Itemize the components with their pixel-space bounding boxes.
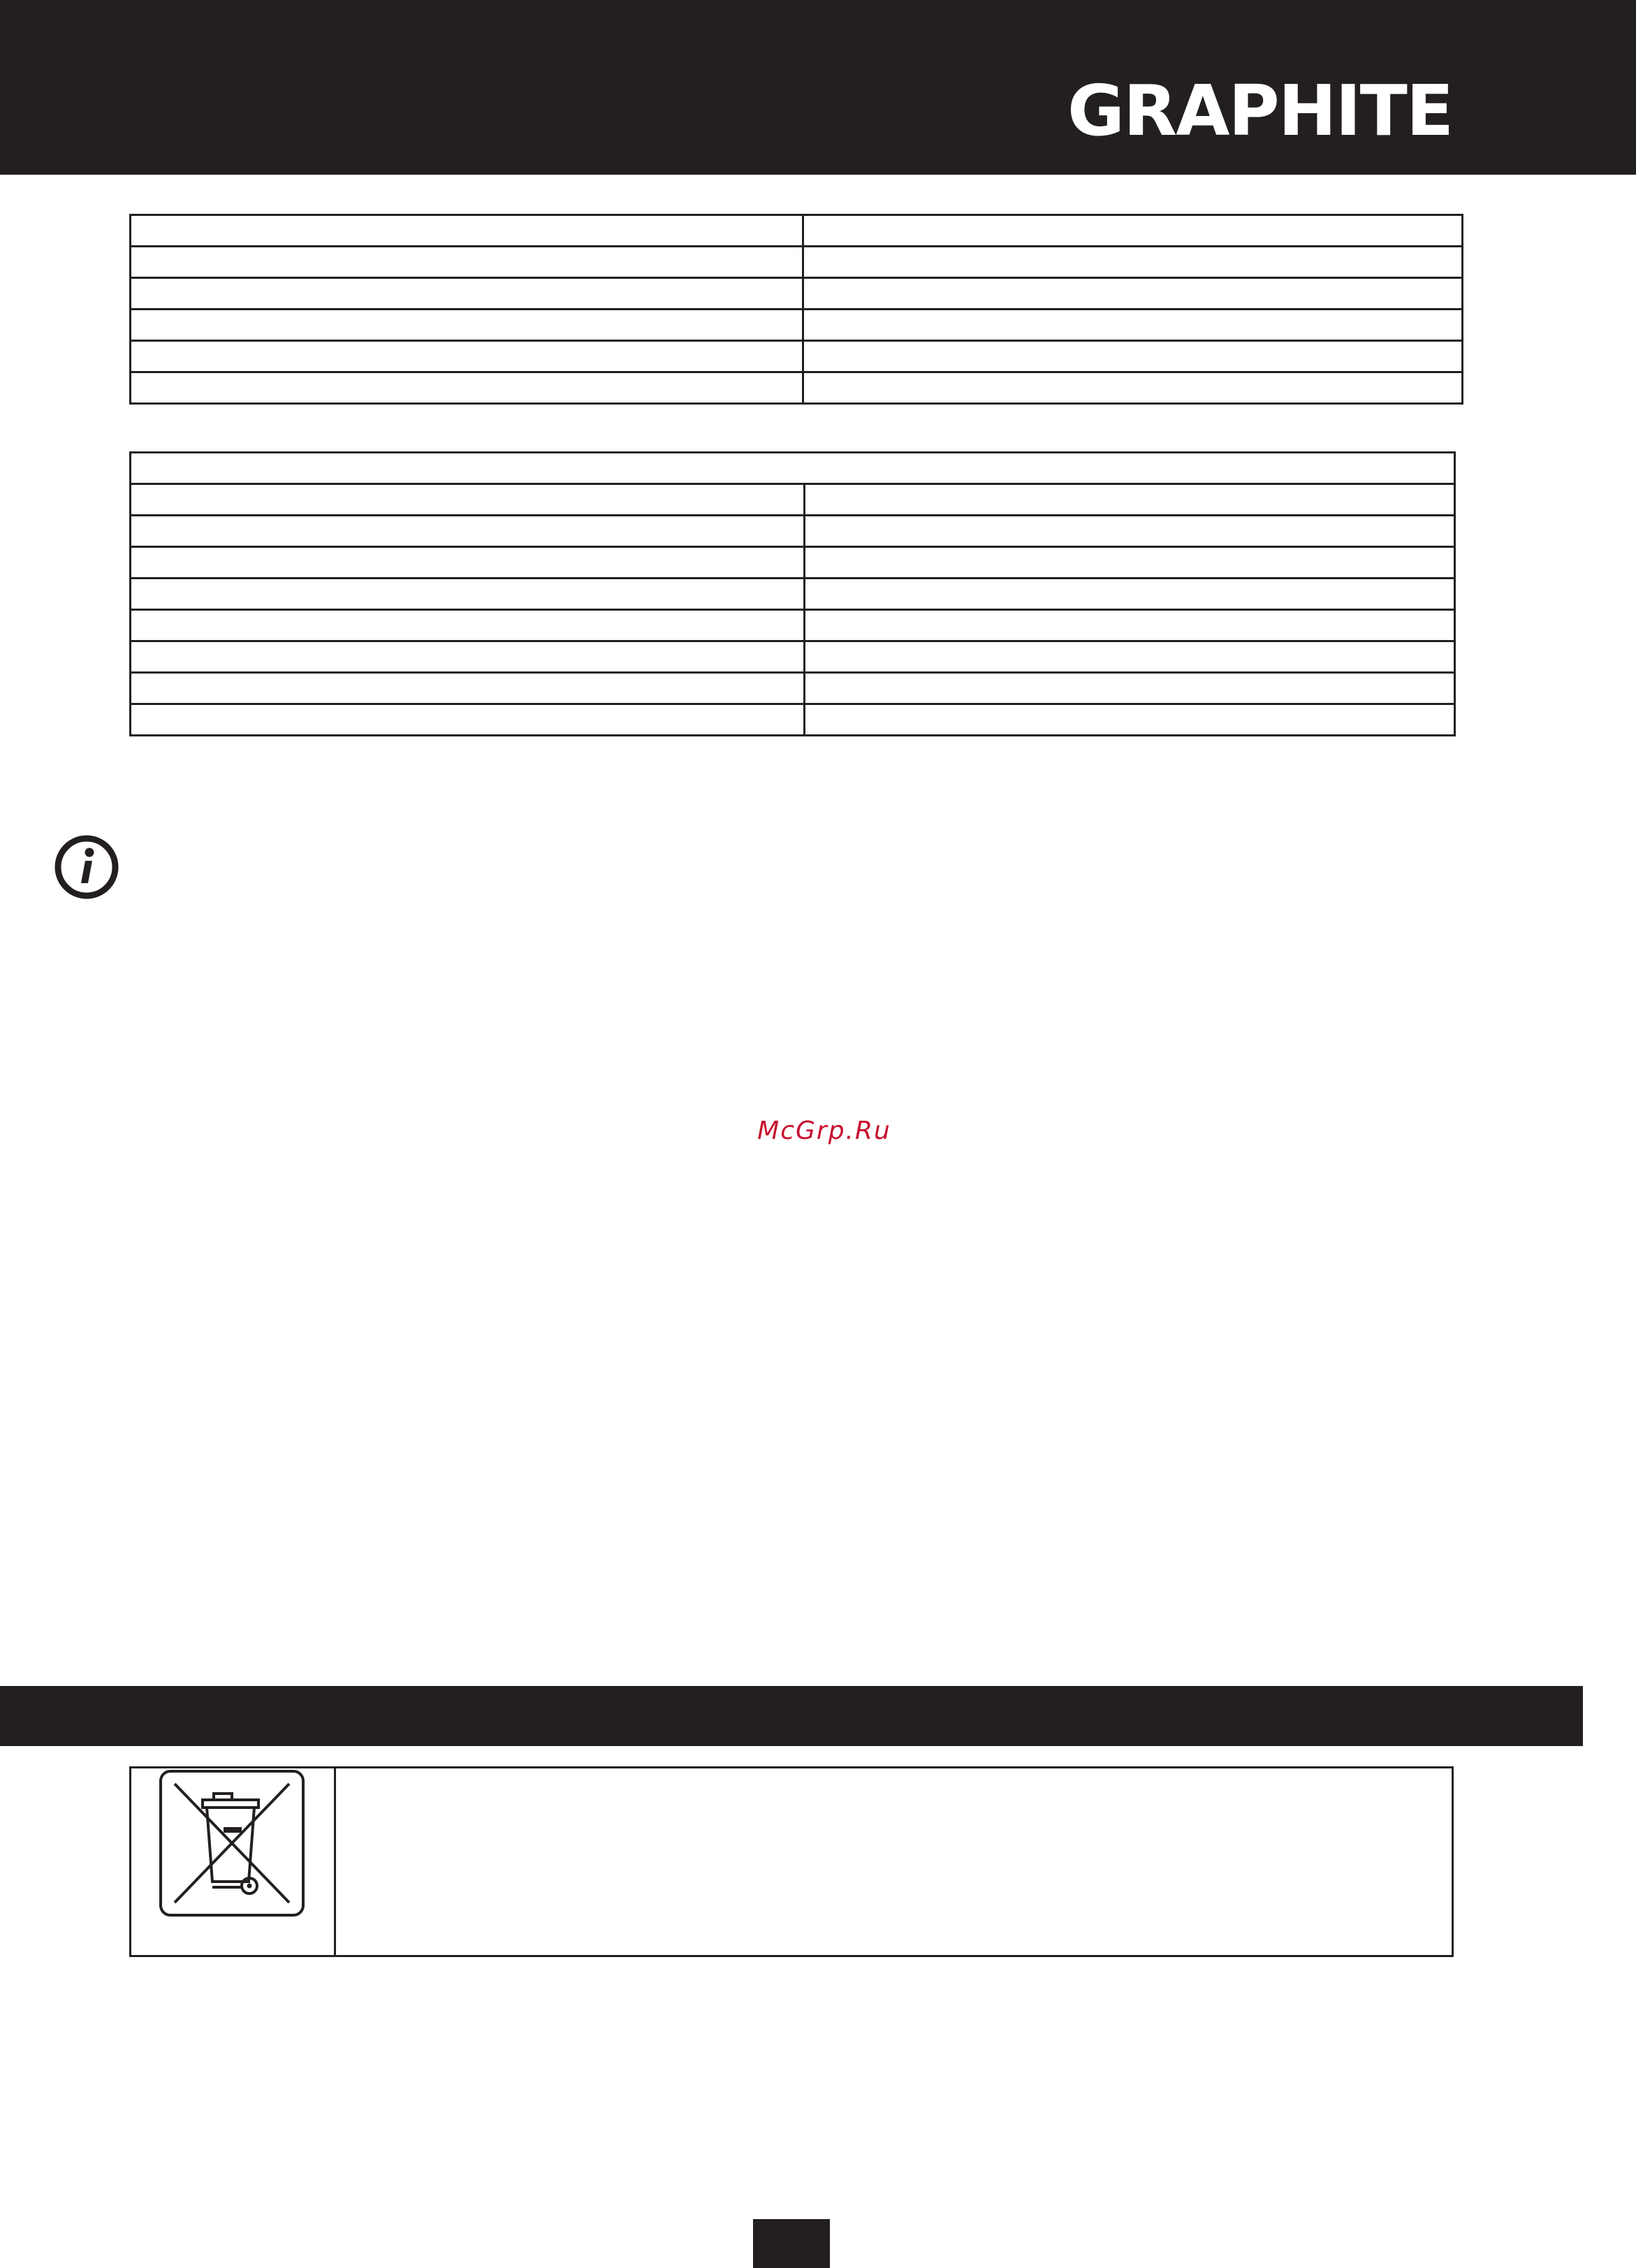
table-row [131,310,1463,341]
table-row [131,704,1455,736]
table-cell [131,247,803,278]
table-cell [805,579,1455,610]
info-icon [54,834,119,900]
noise-vibration-table [129,451,1456,736]
table-cell [805,673,1455,704]
table-row [131,372,1463,404]
table-row [131,641,1455,673]
table-cell [805,704,1455,736]
table-cell [805,516,1455,547]
disposal-info-box [129,1766,1454,1957]
table-cell [131,372,803,404]
table-cell [131,215,803,247]
section-heading-bar [0,1686,1583,1746]
table-cell [803,278,1463,310]
table-cell [131,704,805,736]
watermark: McGrp.Ru [757,1117,891,1145]
table-cell [805,610,1455,641]
graphite-logo: GRAPHITE [1067,70,1453,152]
table-row [131,673,1455,704]
table-cell [803,372,1463,404]
table-cell [131,516,805,547]
table-cell [805,641,1455,673]
table-cell [803,247,1463,278]
table-row [131,547,1455,579]
table-cell [803,341,1463,372]
table-cell [131,310,803,341]
table-cell [131,579,805,610]
table-row [131,341,1463,372]
crossed-out-bin-icon [158,1768,306,1918]
table-cell [803,310,1463,341]
table-cell [803,215,1463,247]
technical-data-table [129,214,1463,405]
page-number-box [753,2219,830,2268]
table-cell [805,484,1455,516]
table-row [131,215,1463,247]
table-row [131,579,1455,610]
table-cell [805,547,1455,579]
table-row [131,516,1455,547]
table-cell [131,278,803,310]
table-row [131,247,1463,278]
table-header-cell [131,453,1455,484]
table-cell [131,484,805,516]
table-row [131,278,1463,310]
table-header-row [131,453,1455,484]
table-cell [131,610,805,641]
table-cell [131,673,805,704]
table-cell [131,641,805,673]
disposal-divider [334,1768,336,1955]
table-cell [131,547,805,579]
table-cell [131,341,803,372]
table-row [131,610,1455,641]
table-row [131,484,1455,516]
header-bar [0,0,1636,175]
